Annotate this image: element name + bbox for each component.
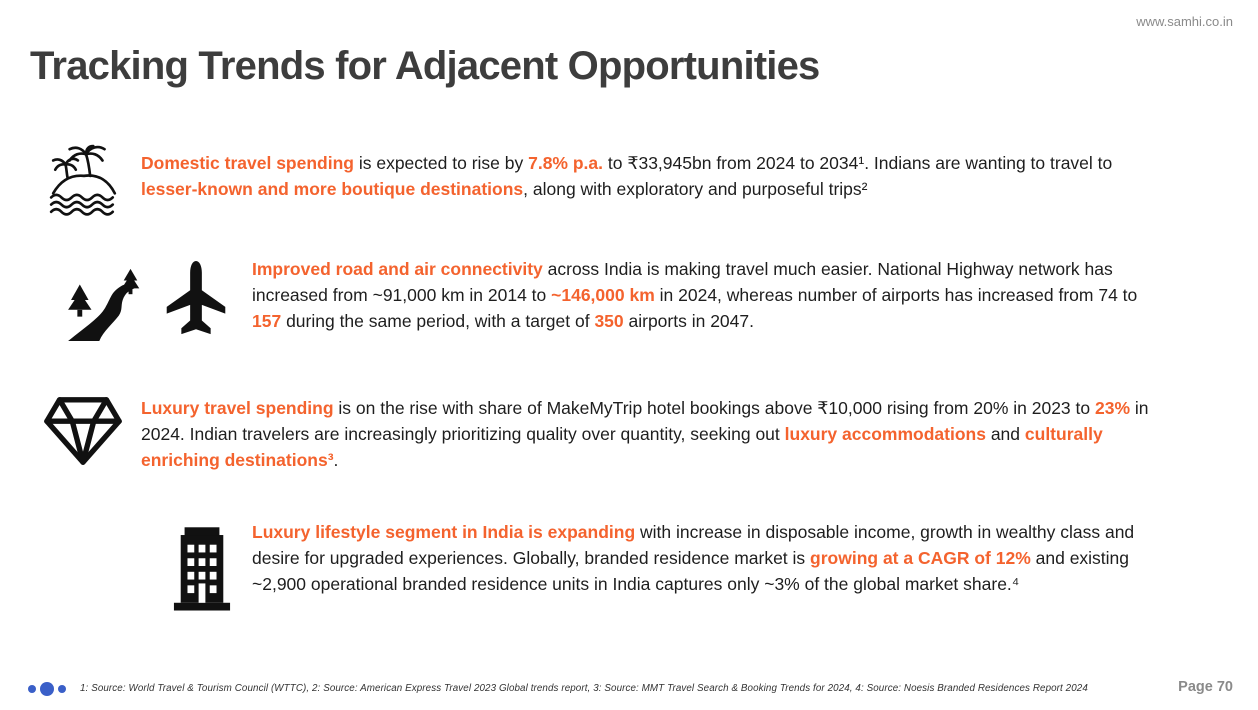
highlighted-text: 7.8% p.a. [528, 153, 604, 173]
page-number: Page 70 [1178, 679, 1233, 695]
bullet-text-luxury-travel [141, 395, 1186, 473]
body-text: . [333, 450, 339, 470]
footer-dot [40, 682, 54, 696]
page-title: Tracking Trends for Adjacent Opportunities [30, 44, 820, 88]
highlighted-text: culturally enriching destinations³ [141, 424, 1103, 470]
footer-dot [28, 685, 36, 693]
body-text: with increase in disposable income, growth in wealthy class and desire for upgraded experiences. Globally, branded residence market is [252, 522, 1135, 568]
highlighted-text: 350 [594, 311, 624, 331]
highlighted-text: Improved road and air connectivity [252, 259, 543, 279]
building-icon [172, 521, 232, 611]
body-text: and existing ~2,900 operational branded residence units in India captures only ~3% of the global market share.⁴ [252, 548, 1130, 594]
footer-logo-dots [28, 680, 66, 698]
diamond-icon [42, 393, 124, 469]
highlighted-text: lesser-known and more boutique destinations [141, 179, 524, 199]
body-text: in 2024, whereas number of airports has increased from 74 to [654, 285, 1138, 305]
website-url: www.samhi.co.in [1136, 14, 1233, 29]
body-text: to ₹33,945bn from 2024 to 2034¹. Indians are wanting to travel to [603, 153, 1113, 173]
bullet-text-connectivity [252, 256, 1157, 334]
body-text: is on the rise with share of MakeMyTrip hotel bookings above ₹10,000 rising from 20% in 2023 to [333, 398, 1095, 418]
highlighted-text: 23% [1095, 398, 1131, 418]
highlighted-text: Luxury lifestyle segment in India is expanding [252, 522, 636, 542]
body-text: and [985, 424, 1025, 444]
body-text: in 2024. Indian travelers are increasingly prioritizing quality over quantity, seeking out [141, 398, 1149, 444]
airplane-icon [163, 259, 229, 341]
highlighted-text: Domestic travel spending [141, 153, 354, 173]
highlighted-text: growing at a CAGR of 12% [810, 548, 1031, 568]
island-palm-trees-icon [45, 144, 123, 218]
bullet-text-luxury-lifestyle [252, 519, 1157, 597]
body-text: is expected to rise by [353, 153, 529, 173]
highlighted-text: Luxury travel spending [141, 398, 334, 418]
footer-dot [58, 685, 66, 693]
body-text: during the same period, with a target of [281, 311, 595, 331]
highlighted-text: 157 [252, 311, 282, 331]
highlighted-text: luxury accommodations [784, 424, 986, 444]
source-citations: 1: Source: World Travel & Tourism Council (WTTC), 2: Source: American Express Travel 2023 Global trends report, 3: Source: MMT Travel Search & Booking Trends for 2024, 4: Source: Noesis Branded Residences Report 2024 [80, 683, 1088, 694]
body-text: , along with exploratory and purposeful trips² [523, 179, 868, 199]
body-text: airports in 2047. [623, 311, 754, 331]
bullet-text-domestic-travel [141, 150, 1151, 202]
body-text: across India is making travel much easier. National Highway network has increased from ~91,000 km in 2014 to [252, 259, 1113, 305]
winding-road-icon [66, 263, 156, 341]
highlighted-text: ~146,000 km [551, 285, 655, 305]
